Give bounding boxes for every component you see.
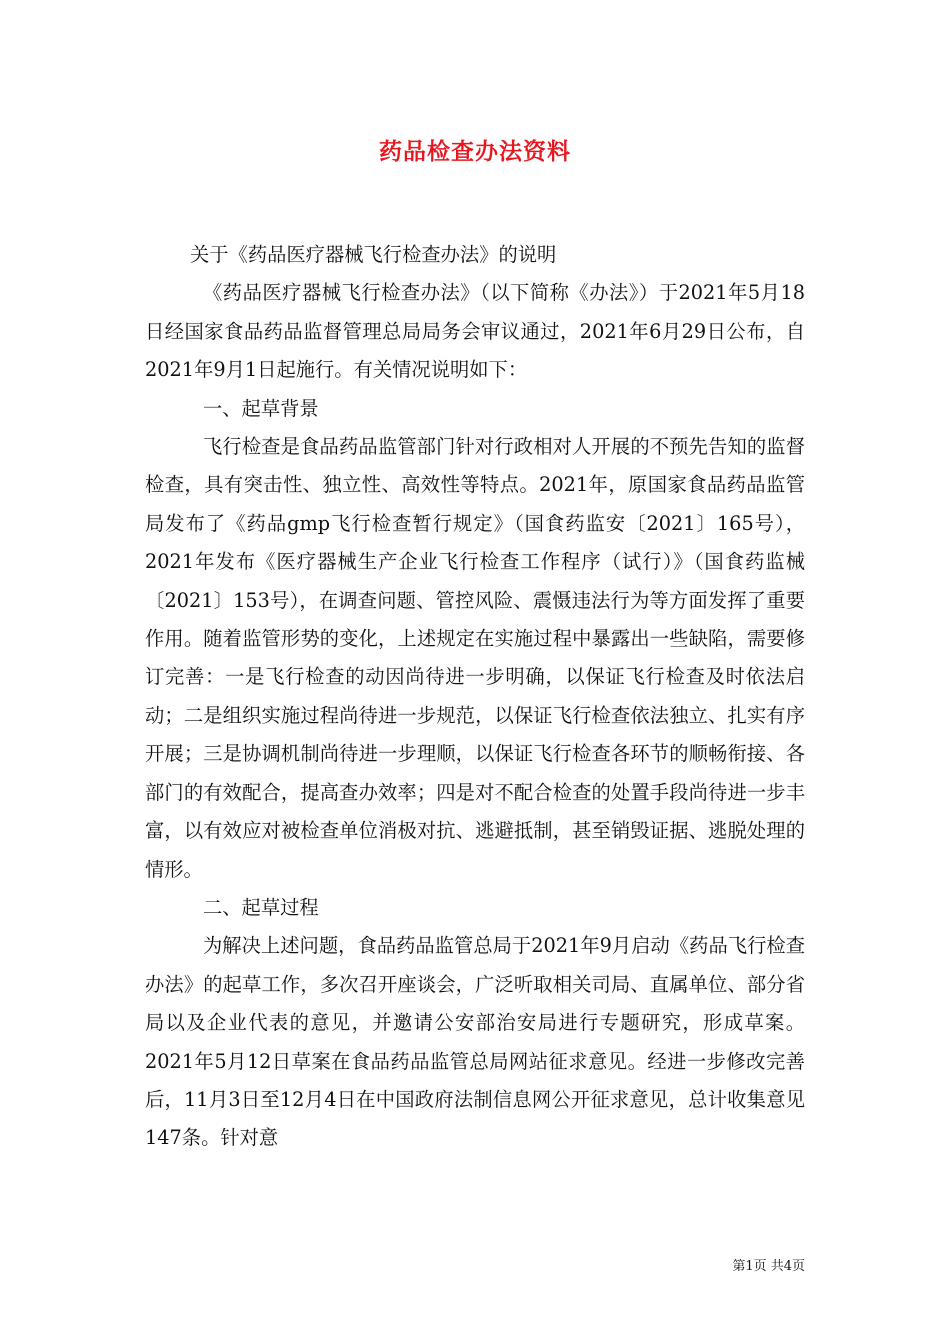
- document-subtitle: 关于《药品医疗器械飞行检查办法》的说明: [190, 243, 557, 266]
- section-heading-process: 二、起草过程: [203, 895, 319, 919]
- section-body-process: 为解决上述问题，食品药品监管总局于2021年9月启动《药品飞行检查办法》的起草工作，多次召开座谈会，广泛听取相关司局、直属单位、部分省局以及企业代表的意见，并邀请公安部治安局进行专题研究，形成草案。2021年5月12日草案在食品药品监管总局网站征求意见。经进一步修改完善后，11月3日至12月4日在中国政府法制信息网公开征求意见，总计收集意见147条。针对意: [145, 934, 805, 1150]
- document-body: [145, 236, 805, 1158]
- section-heading-background: 一、起草背景: [203, 396, 319, 420]
- section-body-background: 飞行检查是食品药品监管部门针对行政相对人开展的不预先告知的监督检查，具有突击性、独立性、高效性等特点。2021年，原国家食品药品监管局发布了《药品gmp飞行检查暂行规定》（国食药监安〔2021〕165号），2021年发布《医疗器械生产企业飞行检查工作程序（试行）》（国食药监械〔2021〕153号），在调查问题、管控风险、震慑违法行为等方面发挥了重要作用。随着监管形势的变化，上述规定在实施过程中暴露出一些缺陷，需要修订完善：一是飞行检查的动因尚待进一步明确，以保证飞行检查及时依法启动；二是组织实施过程尚待进一步规范，以保证飞行检查依法独立、扎实有序开展；三是协调机制尚待进一步理顺，以保证飞行检查各环节的顺畅衔接、各部门的有效配合，提高查办效率；四是对不配合检查的处置手段尚待进一步丰富，以有效应对被检查单位消极对抗、逃避抵制，甚至销毁证据、逃脱处理的情形。: [145, 435, 805, 881]
- intro-paragraph: 《药品医疗器械飞行检查办法》（以下简称《办法》）于2021年5月18日经国家食品药品监督管理总局局务会审议通过，2021年6月29日公布，自2021年9月1日起施行。有关情况说明如下：: [145, 281, 805, 382]
- page-number: 第1页 共4页: [732, 1259, 805, 1274]
- document-title: 药品检查办法资料: [379, 138, 571, 165]
